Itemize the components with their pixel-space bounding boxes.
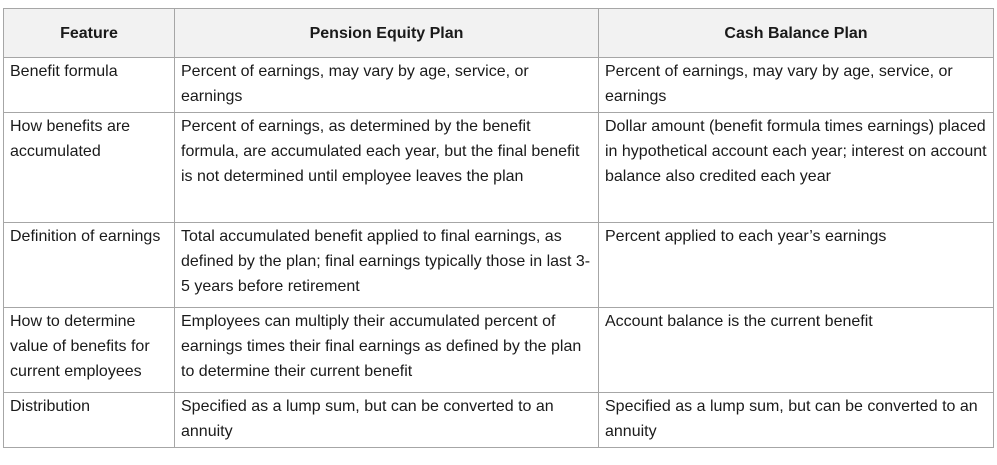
header-feature: Feature <box>4 9 175 58</box>
cash-balance-cell: Specified as a lump sum, but can be converted to an annuity <box>599 393 994 448</box>
pension-equity-cell: Percent of earnings, as determined by the benefit formula, are accumulated each year, but the final benefit is not determined until employee leaves the plan <box>175 113 599 223</box>
plan-comparison-table <box>3 8 994 448</box>
pension-equity-cell: Specified as a lump sum, but can be converted to an annuity <box>175 393 599 448</box>
table-row <box>4 223 994 308</box>
table-row <box>4 58 994 113</box>
cash-balance-cell: Percent applied to each year’s earnings <box>599 223 994 308</box>
table-header <box>4 9 994 58</box>
header-cash-balance-plan: Cash Balance Plan <box>599 9 994 58</box>
cash-balance-cell: Percent of earnings, may vary by age, service, or earnings <box>599 58 994 113</box>
feature-cell: How benefits are accumulated <box>4 113 175 223</box>
feature-cell: Distribution <box>4 393 175 448</box>
feature-cell: Benefit formula <box>4 58 175 113</box>
feature-cell: Definition of earnings <box>4 223 175 308</box>
pension-equity-cell: Employees can multiply their accumulated percent of earnings times their final earnings as defined by the plan to determine their current benefit <box>175 308 599 393</box>
table-row <box>4 113 994 223</box>
table-body <box>4 58 994 448</box>
cash-balance-cell: Dollar amount (benefit formula times earnings) placed in hypothetical account each year; interest on account balance also credited each year <box>599 113 994 223</box>
table-row <box>4 308 994 393</box>
table-row <box>4 393 994 448</box>
pension-equity-cell: Percent of earnings, may vary by age, service, or earnings <box>175 58 599 113</box>
pension-equity-cell: Total accumulated benefit applied to final earnings, as defined by the plan; final earnings typically those in last 3-5 years before retirement <box>175 223 599 308</box>
header-row <box>4 9 994 58</box>
header-pension-equity-plan: Pension Equity Plan <box>175 9 599 58</box>
feature-cell: How to determine value of benefits for current employees <box>4 308 175 393</box>
cash-balance-cell: Account balance is the current benefit <box>599 308 994 393</box>
